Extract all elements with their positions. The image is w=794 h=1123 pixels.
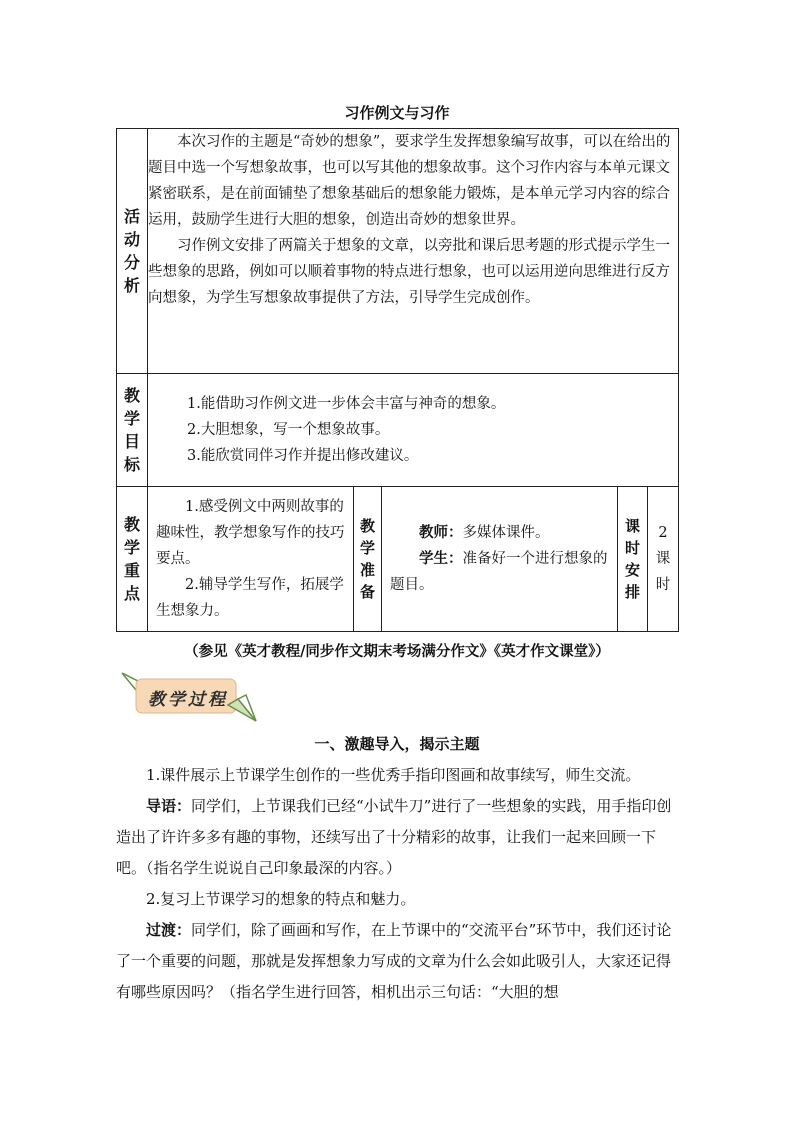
- goal-item: 2.大胆想象，写一个想象故事。: [187, 422, 390, 438]
- preparation-content: [382, 487, 618, 632]
- reference-note: （参见《英才教程/同步作文期末考场满分作文》《英才作文课堂》）: [184, 643, 610, 660]
- teaching-process-badge: [120, 665, 260, 725]
- paragraph: 1.课件展示上节课学生创作的一些优秀手指印图画和故事续写，师生交流。: [146, 766, 641, 784]
- section-heading: 一、激趣导入，揭示主题: [314, 735, 480, 753]
- activity-analysis-content: [148, 129, 679, 374]
- key-point-item: 1.感受例文中两则故事的趣味性，教学想象写作的技巧要点。: [156, 499, 345, 567]
- paragraph: 过渡：同学们，除了画画和写作，在上节课中的“交流平台”环节中，我们还讨论了一个重要的问题，那就是发挥想象力写成的文章为什么会如此吸引人，大家还记得有哪些原因吗？（指名学生进行回答，相机出示三句话：“大胆的想: [116, 921, 672, 1001]
- preparation-label: 教 学 准 备: [354, 487, 382, 632]
- prep-student: 学生：准备好一个进行想象的题目。: [390, 550, 608, 593]
- key-points-label: 教 学 重 点: [117, 487, 148, 632]
- teaching-goals-content: [148, 374, 679, 487]
- paragraph: 导语：同学们，上节课我们已经“小试牛刀”进行了一些想象的实践，用手指印创造出了许许多多有趣的事物，还续写出了十分精彩的故事，让我们一起来回顾一下吧。（指名学生说说自己印象最深的内容。）: [116, 797, 672, 877]
- lesson-plan-table: [116, 128, 679, 632]
- page-title: 习作例文与习作: [344, 104, 450, 122]
- prep-teacher: 教师：多媒体课件。: [419, 524, 550, 541]
- activity-analysis-label: 活 动 分 析: [117, 129, 148, 374]
- badge-label: 教学过程: [148, 690, 228, 710]
- goal-item: 3.能欣赏同伴习作并提出修改建议。: [187, 448, 419, 464]
- goal-item: 1.能借助习作例文进一步体会丰富与神奇的想象。: [187, 396, 506, 412]
- activity-paragraph: 本次习作的主题是“奇妙的想象”，要求学生发挥想象编写故事，可以在给出的题目中选一个写想象故事，也可以写其他的想象故事。这个习作内容与本单元课文紧密联系，是在前面铺垫了想象基础后的想象能力锻炼，是本单元学习内容的综合运用，鼓励学生进行大胆的想象，创造出奇妙的想象世界。: [148, 134, 671, 228]
- paragraph: 2.复习上节课学习的想象的特点和魅力。: [146, 890, 416, 908]
- teaching-goals-label: 教 学 目 标: [117, 374, 148, 487]
- key-point-item: 2.辅导学生写作，拓展学生想象力。: [156, 577, 344, 619]
- activity-paragraph: 习作例文安排了两篇关于想象的文章，以旁批和课后思考题的形式提示学生一些想象的思路，例如可以顺着事物的特点进行想象，也可以运用逆向思维进行反方向想象，为学生写想象故事提供了方法，引导学生完成创作。: [148, 238, 670, 306]
- key-points-content: [148, 487, 354, 632]
- class-hours-value: 2 课 时: [648, 487, 679, 632]
- class-hours-label: 课 时 安 排: [618, 487, 648, 632]
- body-content: [116, 760, 680, 1008]
